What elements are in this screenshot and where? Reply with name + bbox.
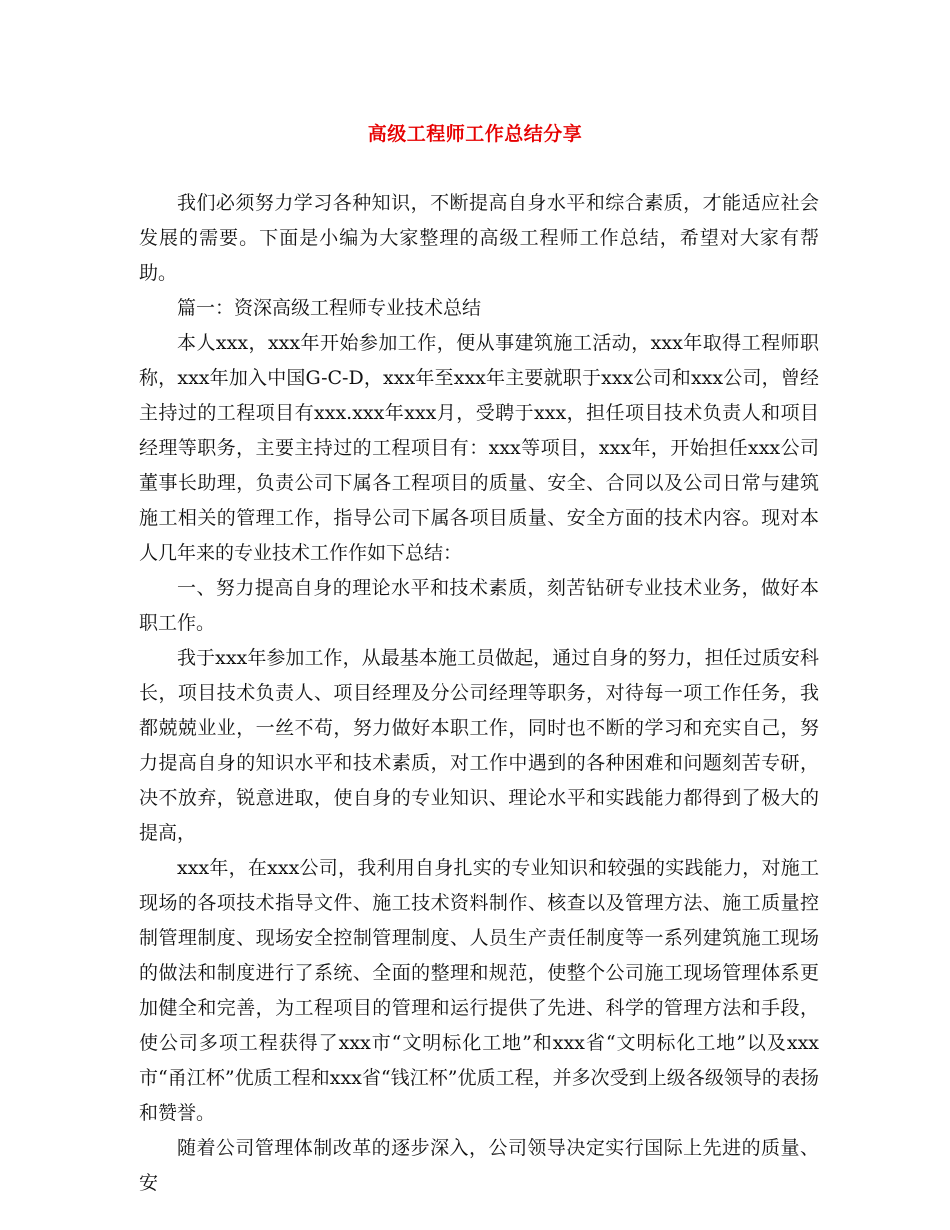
paragraph-point-one-heading: 一、努力提高自身的理论水平和技术素质，刻苦钻研专业技术业务，做好本职工作。 [139, 577, 819, 634]
paragraph-career-growth: 我于xxx年参加工作，从最基本施工员做起，通过自身的努力，担任过质安科长，项目技术负责人、项目经理及分公司经理等职务，对待每一项工作任务，我都兢兢业业，一丝不苟，努力做好本职工作，同时也不断的学习和充实自己，努力提高自身的知识水平和技术素质，对工作中遇到的各种困难和问题刻苦专研，决不放弃，锐意进取，使自身的专业知识、理论水平和实践能力都得到了极大的提高， [139, 647, 819, 844]
paragraph-intro: 我们必须努力学习各种知识，不断提高自身水平和综合素质，才能适应社会发展的需要。下面是小编为大家整理的高级工程师工作总结，希望对大家有帮助。 [139, 192, 819, 284]
paragraph-reform: 随着公司管理体制改革的逐步深入，公司领导决定实行国际上先进的质量、安 [139, 1137, 819, 1194]
document-title: 高级工程师工作总结分享 [367, 123, 583, 145]
paragraph-personal-background: 本人xxx，xxx年开始参加工作，便从事建筑施工活动，xxx年取得工程师职称，xxx年加入中国G-C-D，xxx年至xxx年主要就职于xxx公司和xxx公司，曾经主持过的工程项目有xxx.xxx年xxx月，受聘于xxx，担任项目技术负责人和项目经理等职务，主要主持过的工程项目有：xxx等项目，xxx年，开始担任xxx公司董事长助理，负责公司下属各工程项目的质量、安全、合同以及公司日常与建筑施工相关的管理工作，指导公司下属各项目质量、安全方面的技术内容。现对本人几年来的专业技术工作作如下总结： [139, 332, 819, 564]
document-body [139, 186, 819, 1201]
paragraph-section-heading: 篇一：资深高级工程师专业技术总结 [177, 297, 482, 319]
paragraph-management-achievements: xxx年，在xxx公司，我利用自身扎实的专业知识和较强的实践能力，对施工现场的各项技术指导文件、施工技术资料制作、核查以及管理方法、施工质量控制管理制度、现场安全控制管理制度、人员生产责任制度等一系列建筑施工现场的做法和制度进行了系统、全面的整理和规范，使整个公司施工现场管理体系更加健全和完善，为工程项目的管理和运行提供了先进、科学的管理方法和手段，使公司多项工程获得了xxx市“文明标化工地”和xxx省“文明标化工地”以及xxx市“甬江杯”优质工程和xxx省“钱江杯”优质工程，并多次受到上级各级领导的表扬和赞誉。 [139, 857, 819, 1124]
